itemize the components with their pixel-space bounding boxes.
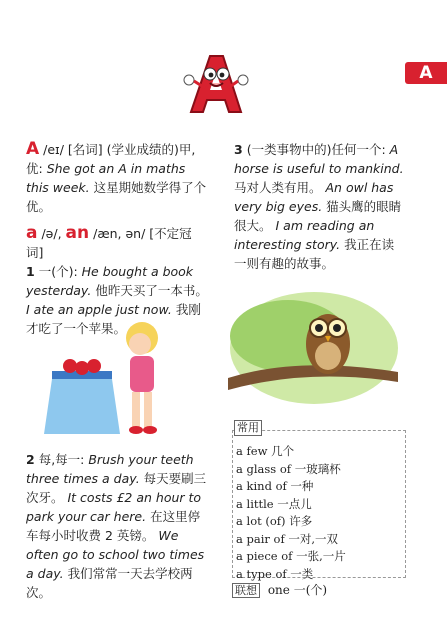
- box-title: 常用: [234, 420, 262, 436]
- list-item: a type of 一类: [236, 566, 314, 581]
- phonetic: /eɪ/: [43, 142, 64, 157]
- sense: (一类事物中的)任何一个:: [246, 142, 386, 157]
- part-of-speech: [不定冠词]: [26, 226, 192, 260]
- translation: 我正在读一则有趣的故事。: [234, 237, 395, 271]
- related-word: [232, 581, 327, 598]
- translation: 他昨天买了一本书。: [95, 283, 208, 298]
- example-sentence: A horse is useful to mankind.: [234, 142, 404, 176]
- list-item: a few 几个: [236, 444, 295, 458]
- translation: 猫头鹰的眼睛很大。: [234, 199, 402, 233]
- list-item: a little 一点儿: [236, 496, 312, 511]
- sense-3: [234, 140, 406, 273]
- headword-an: an: [65, 223, 90, 243]
- example-sentence: We often go to school two times a day.: [26, 528, 205, 581]
- translation: 马对人类有用。: [234, 180, 322, 195]
- sense-number: 3: [234, 142, 243, 157]
- girl-with-apples-illustration: [42, 316, 177, 441]
- phonetic: /ə/,: [41, 226, 62, 241]
- related-label: 联想: [232, 583, 260, 598]
- example-sentence: I ate an apple just now.: [26, 302, 172, 317]
- owl-on-branch-illustration: [228, 286, 400, 406]
- left-column-bottom: [26, 450, 208, 602]
- related-text: one 一(个): [267, 583, 328, 597]
- list-item: a glass of 一玻璃杯: [236, 461, 341, 476]
- list-item: a lot (of) 许多: [236, 514, 313, 528]
- translation: 在这里停车每小时收费 2 英镑。: [26, 509, 201, 543]
- phonetic: /æn, ən/: [93, 226, 146, 241]
- sense: (学业成绩的)甲,优:: [26, 142, 196, 176]
- sense-number: 1: [26, 264, 35, 279]
- sense-2: [26, 450, 208, 602]
- list-item: a pair of 一对,一双: [236, 531, 339, 546]
- list-item: a piece of 一张,一片: [236, 549, 346, 563]
- sense: 一(个):: [38, 264, 78, 279]
- section-tab-a[interactable]: A: [405, 62, 447, 84]
- translation: 这星期她数学得了个优。: [26, 180, 207, 214]
- example-sentence: I am reading an interesting story.: [234, 218, 375, 252]
- right-column: [234, 140, 406, 273]
- translation: 我们常常一天去学校两次。: [26, 566, 193, 600]
- example-sentence: He bought a book yesterday.: [26, 264, 194, 298]
- part-of-speech: [名词]: [67, 142, 103, 157]
- example-sentence: It costs £2 an hour to park your car here.: [26, 490, 202, 524]
- common-phrases-box: [232, 421, 406, 581]
- sense: 每,每一:: [38, 452, 85, 467]
- translation: 每天要刷三次牙。: [26, 471, 207, 505]
- example-sentence: An owl has very big eyes.: [234, 180, 394, 214]
- list-item: a kind of 一种: [236, 479, 314, 493]
- entry-a: [26, 140, 208, 216]
- sense-number: 2: [26, 452, 35, 467]
- letter-a-mascot-icon: [183, 50, 249, 116]
- phrase-list: [236, 443, 405, 583]
- headword-a-lower: a: [26, 223, 38, 243]
- translation: 我刚才吃了一个苹果。: [26, 302, 201, 336]
- headword-a: A: [26, 139, 40, 159]
- example-sentence: Brush your teeth three times a day.: [26, 452, 194, 486]
- left-column: [26, 140, 208, 338]
- example-sentence: She got an A in maths this week.: [26, 161, 186, 195]
